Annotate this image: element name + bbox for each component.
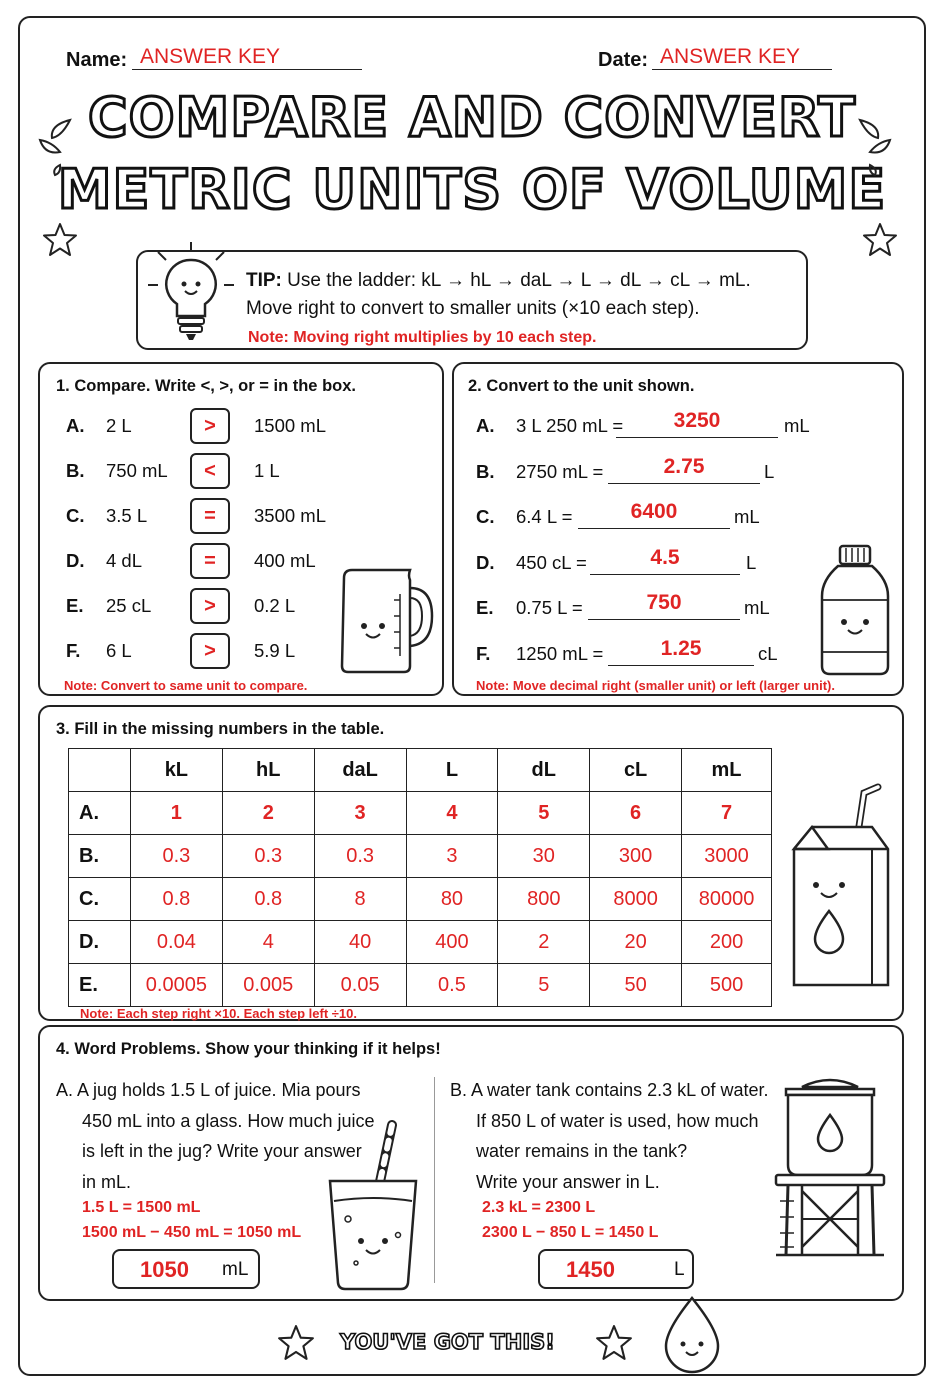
title-line-1: COMPARE AND CONVERT bbox=[88, 86, 856, 149]
question-text: 2750 mL = bbox=[516, 460, 604, 482]
table-cell[interactable]: 4 bbox=[222, 921, 314, 964]
comparison-symbol-box[interactable]: = bbox=[190, 543, 230, 579]
tip-note: Note: Moving right multiplies by 10 each step. bbox=[248, 329, 597, 346]
left-quantity: 3.5 L bbox=[106, 505, 148, 526]
table-cell[interactable]: 0.0005 bbox=[130, 964, 222, 1007]
lightbulb-icon bbox=[146, 240, 236, 350]
section-1-title: 1. Compare. Write <, >, or = in the box. bbox=[56, 377, 356, 395]
convert-row bbox=[454, 454, 894, 490]
section-2-title: 2. Convert to the unit shown. bbox=[468, 377, 695, 395]
section-3-title: 3. Fill in the missing numbers in the table. bbox=[56, 720, 385, 738]
table-row bbox=[69, 921, 772, 964]
answer-a-unit: mL bbox=[222, 1259, 249, 1280]
date-label: Date: bbox=[598, 49, 649, 71]
compare-row bbox=[40, 408, 340, 444]
compare-panel bbox=[38, 362, 444, 696]
table-cell[interactable]: 80 bbox=[406, 878, 498, 921]
question-text: 6.4 L = bbox=[516, 506, 573, 527]
answer-field[interactable]: 2.75 bbox=[608, 454, 760, 484]
table-cell[interactable]: 0.05 bbox=[314, 964, 406, 1007]
answer-field[interactable]: 1.25 bbox=[608, 636, 754, 666]
name-label: Name: bbox=[66, 49, 128, 71]
unit-label: mL bbox=[734, 506, 760, 527]
table-cell[interactable]: 0.5 bbox=[406, 964, 498, 1007]
column-header: L bbox=[406, 749, 498, 792]
left-quantity: 2 L bbox=[106, 415, 132, 436]
unit-label: L bbox=[764, 460, 775, 482]
table-cell[interactable]: 30 bbox=[498, 835, 590, 878]
tip-line-1: Use the ladder: kL → hL → daL → L → dL → cL → mL. bbox=[281, 270, 751, 291]
row-letter: A. bbox=[476, 415, 495, 436]
table-cell[interactable]: 2 bbox=[222, 792, 314, 835]
question-text: 0.75 L = bbox=[516, 597, 583, 618]
section-1-note: Note: Convert to same unit to compare. bbox=[64, 678, 308, 693]
row-letter: F. bbox=[476, 642, 491, 664]
row-letter: B. bbox=[476, 460, 495, 482]
juice-glass-icon bbox=[326, 1123, 420, 1291]
star-icon bbox=[276, 1324, 316, 1362]
section-3-note: Note: Each step right ×10. Each step left ÷10. bbox=[80, 1006, 357, 1021]
splash-decoration-right bbox=[845, 110, 905, 180]
convert-row bbox=[454, 499, 894, 535]
row-label: C. bbox=[69, 878, 131, 921]
table-cell[interactable]: 3 bbox=[406, 835, 498, 878]
answer-a-value: 1050 bbox=[140, 1257, 189, 1282]
tip-line-2: Move right to convert to smaller units (×10 each step). bbox=[246, 298, 700, 319]
problem-b-text-line: B. A water tank contains 2.3 kL of water. bbox=[450, 1080, 769, 1100]
table-cell[interactable]: 0.005 bbox=[222, 964, 314, 1007]
measuring-jug-icon bbox=[336, 564, 440, 676]
table-cell[interactable]: 6 bbox=[590, 792, 682, 835]
unit-label: mL bbox=[784, 415, 810, 436]
tip-box bbox=[136, 250, 808, 350]
row-label: A. bbox=[69, 792, 131, 835]
right-quantity: 1 L bbox=[254, 460, 280, 481]
right-quantity: 3500 mL bbox=[254, 505, 326, 526]
table-cell[interactable]: 0.3 bbox=[222, 835, 314, 878]
bottle-icon bbox=[818, 544, 892, 676]
question-text: 3 L 250 mL = bbox=[516, 415, 624, 436]
row-letter: A. bbox=[66, 415, 85, 436]
answer-field[interactable]: 6400 bbox=[578, 499, 730, 529]
unit-label: mL bbox=[744, 597, 770, 618]
convert-row bbox=[454, 408, 894, 444]
row-label: D. bbox=[69, 921, 131, 964]
table-cell[interactable]: 400 bbox=[406, 921, 498, 964]
word-problems-panel bbox=[38, 1025, 904, 1301]
table-cell[interactable]: 800 bbox=[498, 878, 590, 921]
table-cell[interactable]: 0.8 bbox=[222, 878, 314, 921]
section-2-note: Note: Move decimal right (smaller unit) or left (larger unit). bbox=[476, 678, 835, 693]
answer-b-value: 1450 bbox=[566, 1257, 615, 1282]
table-cell[interactable]: 50 bbox=[590, 964, 682, 1007]
comparison-symbol-box[interactable]: = bbox=[190, 498, 230, 534]
row-letter: C. bbox=[66, 505, 85, 526]
answer-box-b[interactable] bbox=[538, 1249, 694, 1289]
table-row bbox=[69, 964, 772, 1007]
comparison-symbol-box[interactable]: > bbox=[190, 408, 230, 444]
answer-b-unit: L bbox=[674, 1259, 685, 1280]
table-cell[interactable]: 5 bbox=[498, 964, 590, 1007]
row-letter: D. bbox=[66, 550, 85, 571]
compare-row bbox=[40, 633, 340, 669]
left-quantity: 25 cL bbox=[106, 595, 152, 616]
row-label: B. bbox=[69, 835, 131, 878]
table-cell[interactable]: 4 bbox=[406, 792, 498, 835]
section-4-title: 4. Word Problems. Show your thinking if it helps! bbox=[56, 1040, 441, 1058]
water-tower-icon bbox=[772, 1071, 888, 1259]
footer-message: YOU'VE GOT THIS! bbox=[340, 1330, 555, 1354]
table-cell[interactable]: 3 bbox=[314, 792, 406, 835]
unit-label: cL bbox=[758, 642, 778, 664]
tip-label: TIP: bbox=[246, 270, 282, 291]
right-quantity: 400 mL bbox=[254, 550, 316, 571]
column-header: hL bbox=[222, 749, 314, 792]
row-letter: B. bbox=[66, 460, 85, 481]
column-header: cL bbox=[590, 749, 682, 792]
splash-decoration-left bbox=[30, 110, 90, 180]
star-icon bbox=[42, 222, 78, 258]
table-row bbox=[69, 878, 772, 921]
problem-a-text-line: A. A jug holds 1.5 L of juice. Mia pours bbox=[56, 1080, 361, 1100]
answer-field[interactable]: 3250 bbox=[616, 408, 778, 438]
problem-b-text-line: If 850 L of water is used, how much bbox=[476, 1110, 759, 1131]
left-quantity: 6 L bbox=[106, 640, 132, 661]
water-drop-icon bbox=[662, 1294, 722, 1374]
date-field[interactable]: ANSWER KEY bbox=[652, 46, 832, 70]
table-row bbox=[69, 792, 772, 835]
question-text: 1250 mL = bbox=[516, 642, 604, 664]
right-quantity: 1500 mL bbox=[254, 415, 326, 436]
column-header: daL bbox=[314, 749, 406, 792]
table-cell[interactable]: 40 bbox=[314, 921, 406, 964]
table-cell[interactable]: 80000 bbox=[682, 878, 772, 921]
column-header: kL bbox=[130, 749, 222, 792]
row-letter: D. bbox=[476, 551, 495, 573]
problem-a-work-line: 1500 mL − 450 mL = 1050 mL bbox=[82, 1224, 302, 1241]
table-cell[interactable]: 20 bbox=[590, 921, 682, 964]
problem-a-work-line: 1.5 L = 1500 mL bbox=[82, 1199, 201, 1216]
table-cell[interactable]: 5 bbox=[498, 792, 590, 835]
question-text: 450 cL = bbox=[516, 551, 587, 573]
star-icon bbox=[862, 222, 898, 258]
problem-a-text-line: is left in the jug? Write your answer bbox=[82, 1141, 362, 1161]
table-cell[interactable]: 300 bbox=[590, 835, 682, 878]
comparison-symbol-box[interactable]: > bbox=[190, 588, 230, 624]
answer-field[interactable]: 750 bbox=[588, 590, 740, 620]
left-quantity: 750 mL bbox=[106, 460, 168, 481]
table-cell[interactable]: 8 bbox=[314, 878, 406, 921]
convert-panel bbox=[452, 362, 904, 696]
table-cell[interactable]: 500 bbox=[682, 964, 772, 1007]
table-cell[interactable]: 200 bbox=[682, 921, 772, 964]
title-line-2: METRIC UNITS OF VOLUME bbox=[57, 158, 887, 221]
table-cell[interactable]: 8000 bbox=[590, 878, 682, 921]
table-cell[interactable]: 0.3 bbox=[314, 835, 406, 878]
right-quantity: 0.2 L bbox=[254, 595, 296, 616]
table-cell[interactable]: 3000 bbox=[682, 835, 772, 878]
problem-divider bbox=[434, 1077, 435, 1283]
answer-field[interactable]: 4.5 bbox=[590, 545, 740, 575]
row-letter: F. bbox=[66, 640, 81, 661]
compare-row bbox=[40, 588, 340, 624]
answer-box-a[interactable] bbox=[112, 1249, 260, 1289]
column-header bbox=[69, 749, 131, 792]
row-label: E. bbox=[69, 964, 131, 1007]
comparison-symbol-box[interactable]: < bbox=[190, 453, 230, 489]
table-cell[interactable]: 0.3 bbox=[130, 835, 222, 878]
table-header-row bbox=[69, 749, 772, 792]
table-cell[interactable]: 1 bbox=[130, 792, 222, 835]
conversion-table bbox=[68, 748, 772, 1007]
table-row bbox=[69, 835, 772, 878]
right-quantity: 5.9 L bbox=[254, 640, 296, 661]
table-cell[interactable]: 0.8 bbox=[130, 878, 222, 921]
problem-b-text-line: Write your answer in L. bbox=[476, 1171, 660, 1192]
comparison-symbol-box[interactable]: > bbox=[190, 633, 230, 669]
column-header: dL bbox=[498, 749, 590, 792]
left-quantity: 4 dL bbox=[106, 550, 143, 571]
problem-a-text-line: 450 mL into a glass. How much juice bbox=[82, 1110, 375, 1131]
compare-row bbox=[40, 453, 340, 489]
compare-row bbox=[40, 543, 340, 579]
problem-b-work-line: 2300 L − 850 L = 1450 L bbox=[482, 1224, 659, 1241]
problem-b-work-line: 2.3 kL = 2300 L bbox=[482, 1199, 596, 1216]
compare-row bbox=[40, 498, 340, 534]
problem-a-text-line: in mL. bbox=[82, 1171, 132, 1192]
problem-b-text-line: water remains in the tank? bbox=[476, 1141, 688, 1161]
name-field[interactable]: ANSWER KEY bbox=[132, 46, 362, 70]
row-letter: E. bbox=[66, 595, 84, 616]
table-cell[interactable]: 7 bbox=[682, 792, 772, 835]
row-letter: E. bbox=[476, 597, 494, 618]
column-header: mL bbox=[682, 749, 772, 792]
juice-carton-icon bbox=[792, 783, 892, 993]
table-cell[interactable]: 2 bbox=[498, 921, 590, 964]
star-icon bbox=[594, 1324, 634, 1362]
row-letter: C. bbox=[476, 506, 495, 527]
unit-label: L bbox=[746, 551, 757, 573]
table-cell[interactable]: 0.04 bbox=[130, 921, 222, 964]
